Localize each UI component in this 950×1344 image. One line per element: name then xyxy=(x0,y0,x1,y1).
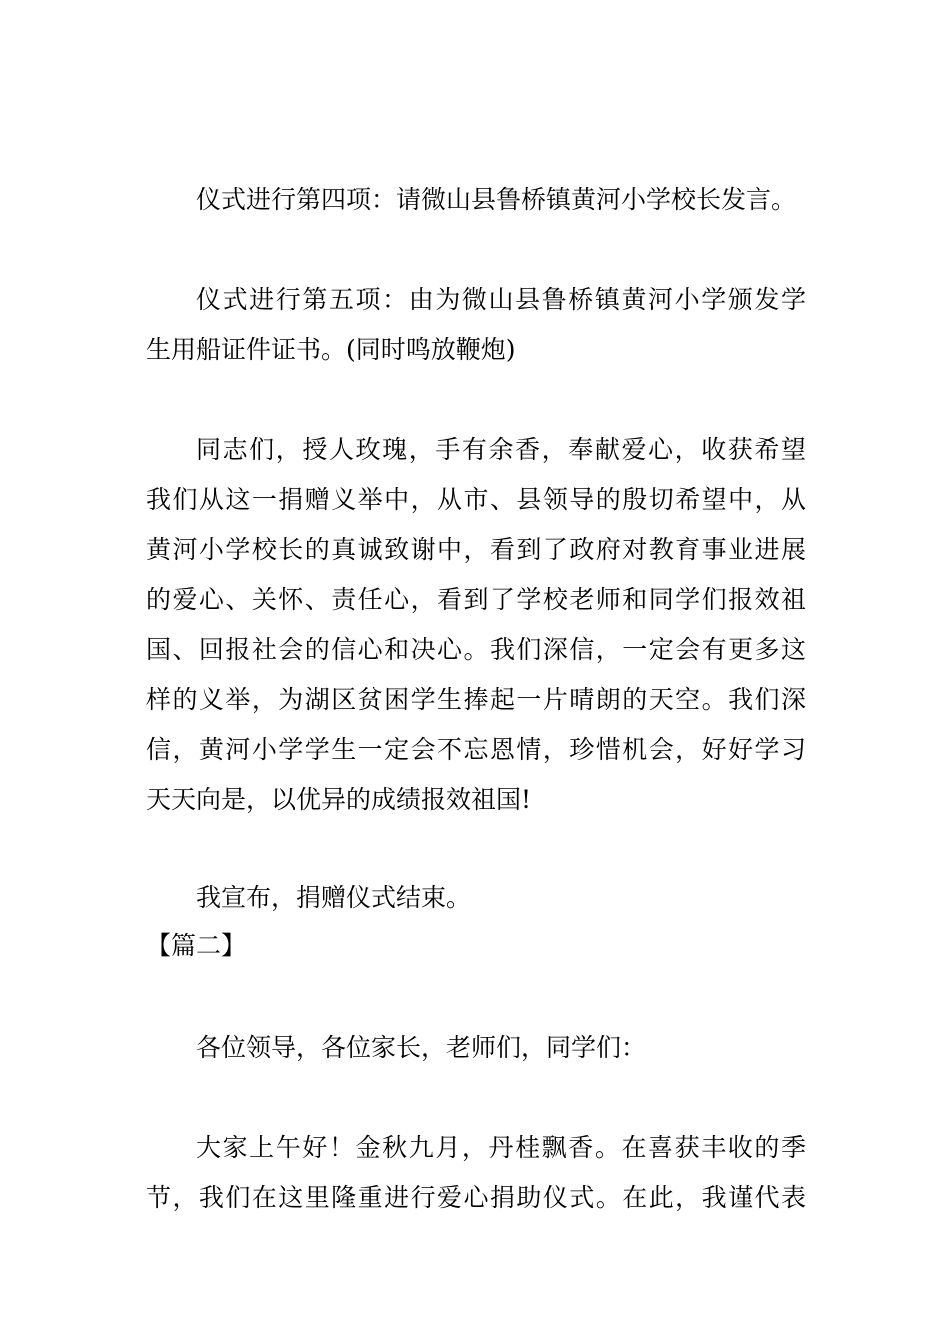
paragraph-closing-line-6: 样的义举，为湖区贫困学生捧起一片晴朗的天空。我们深 xyxy=(146,685,806,714)
paragraph-opening-line-1: 大家上午好！金秋九月，丹桂飘香。在喜获丰收的季 xyxy=(196,1133,806,1162)
paragraph-announcement: 我宣布，捐赠仪式结束。 xyxy=(196,883,472,912)
paragraph-item-5-line-1: 仪式进行第五项：由为微山县鲁桥镇黄河小学颁发学 xyxy=(196,285,806,314)
paragraph-greeting: 各位领导，各位家长，老师们，同学们： xyxy=(196,1033,647,1062)
paragraph-item-4-line: 仪式进行第四项：请微山县鲁桥镇黄河小学校长发言。 xyxy=(196,185,797,214)
paragraph-closing-line-2: 我们从这一捐赠义举中，从市、县领导的殷切希望中，从 xyxy=(146,485,806,514)
paragraph-closing-line-5: 国、回报社会的信心和决心。我们深信，一定会有更多这 xyxy=(146,635,806,664)
paragraph-closing-line-4: 的爱心、关怀、责任心，看到了学校老师和同学们报效祖 xyxy=(146,585,806,614)
paragraph-closing-line-3: 黄河小学校长的真诚致谢中，看到了政府对教育事业进展 xyxy=(146,535,806,564)
paragraph-opening-line-2: 节，我们在这里隆重进行爱心捐助仪式。在此，我谨代表 xyxy=(146,1183,806,1212)
paragraph-closing-line-7: 信，黄河小学学生一定会不忘恩情，珍惜机会，好好学习 xyxy=(146,735,806,764)
paragraph-item-5-line-2: 生用船证件证书。(同时鸣放鞭炮) xyxy=(146,335,516,364)
paragraph-closing-line-1: 同志们，授人玫瑰，手有余香，奉献爱心，收获希望 xyxy=(196,435,806,464)
paragraph-closing-line-8: 天天向是，以优异的成绩报效祖国! xyxy=(146,785,532,814)
section-heading: 【篇二】 xyxy=(146,931,247,960)
